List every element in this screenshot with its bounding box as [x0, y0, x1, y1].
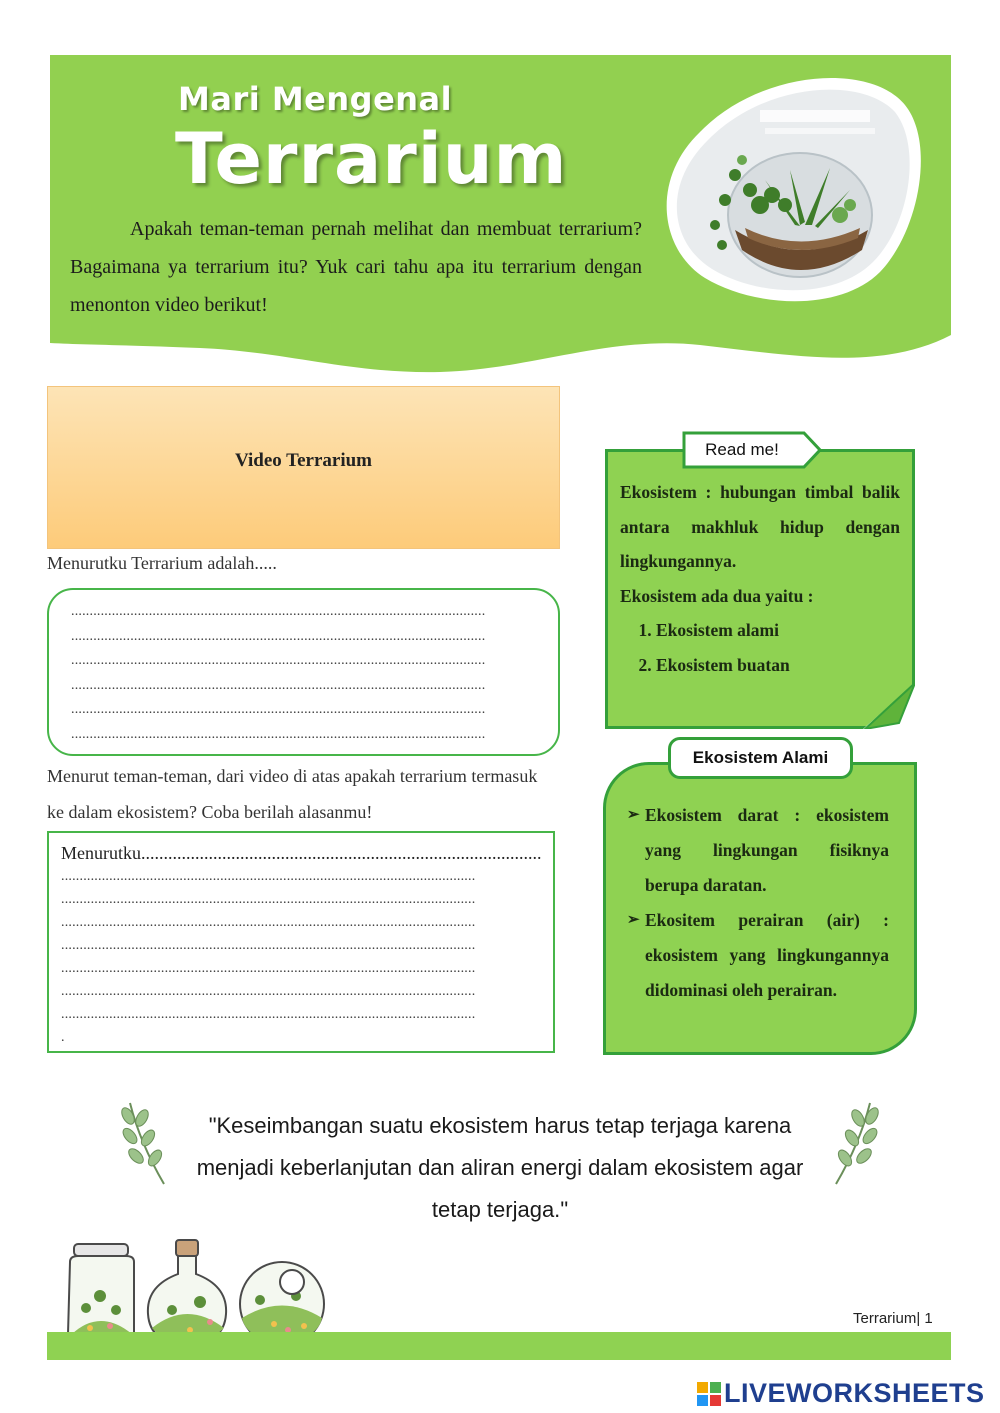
list-item: 1. Ekosistem alami [656, 613, 900, 648]
video-placeholder[interactable] [47, 386, 560, 549]
answer-line: ................................................................................................................ [71, 726, 486, 742]
list-item [627, 798, 889, 903]
answer-2-box[interactable] [47, 831, 555, 1053]
watermark[interactable] [724, 1378, 985, 1409]
answer-line: . [61, 1030, 65, 1045]
quote [170, 1105, 830, 1231]
read-me-label: Read me! [705, 440, 779, 459]
read-me-content [620, 475, 900, 682]
arrow-bullet-icon: ➢ [627, 807, 640, 823]
leaf-branch-right-icon [832, 1098, 882, 1188]
quote-close-mark: " [560, 1197, 569, 1222]
item-text: Ekosistem darat : ekosistem yang lingkungan fisiknya berupa daratan. [645, 805, 889, 895]
list-item [627, 903, 889, 1008]
page-number: Terrarium| 1 [853, 1310, 933, 1327]
list-item: 2. Ekosistem buatan [656, 648, 900, 683]
answer-line: ................................................................................................................ [61, 869, 476, 884]
answer-line: ................................................................................................................ [71, 702, 486, 717]
ecosystem-types-list [620, 613, 900, 682]
item-text: Ekositem perairan (air) : ekosistem yang lingkungannya didominasi oleh perairan. [645, 910, 889, 1000]
answer-line: ................................................................................................................ [61, 961, 476, 976]
quote-text: Keseimbangan suatu ekosistem harus tetap terjaga karena menjadi keberlanjutan dan aliran energi dalam ekosistem agar tetap terjaga. [196, 1113, 804, 1222]
answer-first-line: Menurutku......................................................................................... [61, 843, 541, 863]
arrow-bullet-icon: ➢ [627, 912, 640, 928]
ekosistem-alami-content [627, 798, 889, 1008]
answer-line: ................................................................................................................ [61, 938, 476, 953]
video-label: Video Terrarium [234, 449, 373, 471]
question-2: Menurut teman-teman, dari video di atas apakah terrarium termasuk ke dalam ekosistem? Coba berilah alasanmu! [47, 766, 538, 822]
ecosystem-definition: Ekosistem : hubungan timbal balik antara makhluk hidup dengan lingkungannya. [620, 482, 900, 571]
answer-line: ................................................................................................................ [61, 984, 476, 999]
answer-line: ................................................................................................................ [61, 1007, 476, 1022]
page-title: Terrarium [175, 118, 568, 200]
question-1: Menurutku Terrarium adalah..... [47, 553, 277, 573]
title-small: Mari Mengenal [178, 80, 453, 118]
answer-line: ................................................................................................................ [61, 892, 476, 907]
quote-open-mark: " [208, 1113, 217, 1138]
answer-line: ................................................................................................................ [71, 653, 486, 668]
answer-line: ................................................................................................................ [61, 915, 476, 930]
ecosystem-types-intro: Ekosistem ada dua yaitu : [620, 585, 814, 606]
watermark-text: LIVEWORKSHEETS [724, 1378, 985, 1408]
read-me-tab [682, 431, 822, 469]
answer-line: ................................................................................................................ [71, 628, 486, 644]
answer-line: ................................................................................................................ [71, 604, 486, 619]
answer-line: ................................................................................................................ [71, 677, 486, 693]
intro-paragraph: Apakah teman-teman pernah melihat dan membuat terrarium? Bagaimana ya terrarium itu? Yuk cari tahu apa itu terrarium dengan menonton video berikut! [70, 218, 642, 316]
answer-1-box[interactable] [47, 588, 560, 756]
page-fold-icon [863, 683, 915, 729]
footer-bar [47, 1332, 951, 1360]
leaf-branch-left-icon [118, 1098, 168, 1188]
ekosistem-alami-tab: Ekosistem Alami [668, 737, 853, 779]
liveworksheets-logo-icon [697, 1382, 721, 1406]
